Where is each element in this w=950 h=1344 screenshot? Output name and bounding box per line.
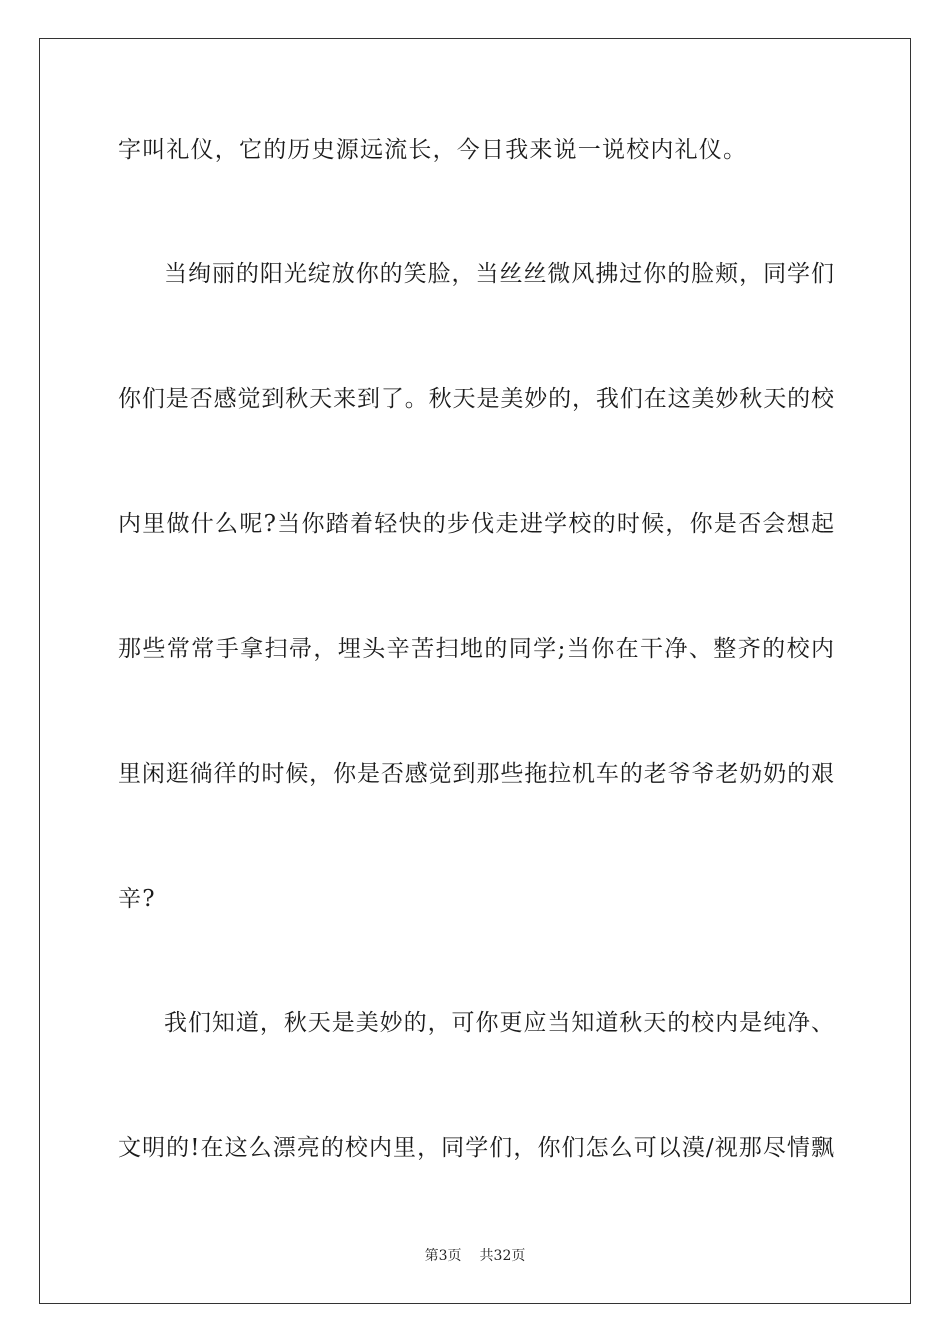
text-line-4: 内里做什么呢?当你踏着轻快的步伐走进学校的时候，你是否会想起 [118, 511, 834, 537]
page-number: 第3页 [424, 1248, 462, 1264]
text-line-1: 字叫礼仪，它的历史源远流长，今日我来说一说校内礼仪。 [118, 137, 748, 163]
text-line-2: 当绚丽的阳光绽放你的笑脸，当丝丝微风拂过你的脸颊，同学们 [164, 261, 834, 287]
text-line-9: 文明的!在这么漂亮的校内里，同学们，你们怎么可以漠/视那尽情飘 [118, 1135, 834, 1161]
page-frame [39, 38, 911, 1304]
text-line-5: 那些常常手拿扫帚，埋头辛苦扫地的同学;当你在干净、整齐的校内 [118, 636, 834, 662]
text-line-6: 里闲逛徜徉的时候，你是否感觉到那些拖拉机车的老爷爷老奶奶的艰 [118, 761, 834, 787]
text-line-7: 辛? [118, 886, 156, 912]
text-line-3: 你们是否感觉到秋天来到了。秋天是美妙的，我们在这美妙秋天的校 [118, 386, 834, 412]
page-footer [0, 1246, 950, 1266]
text-line-8: 我们知道，秋天是美妙的，可你更应当知道秋天的校内是纯净、 [164, 1010, 834, 1036]
page-total: 共32页 [479, 1248, 526, 1264]
